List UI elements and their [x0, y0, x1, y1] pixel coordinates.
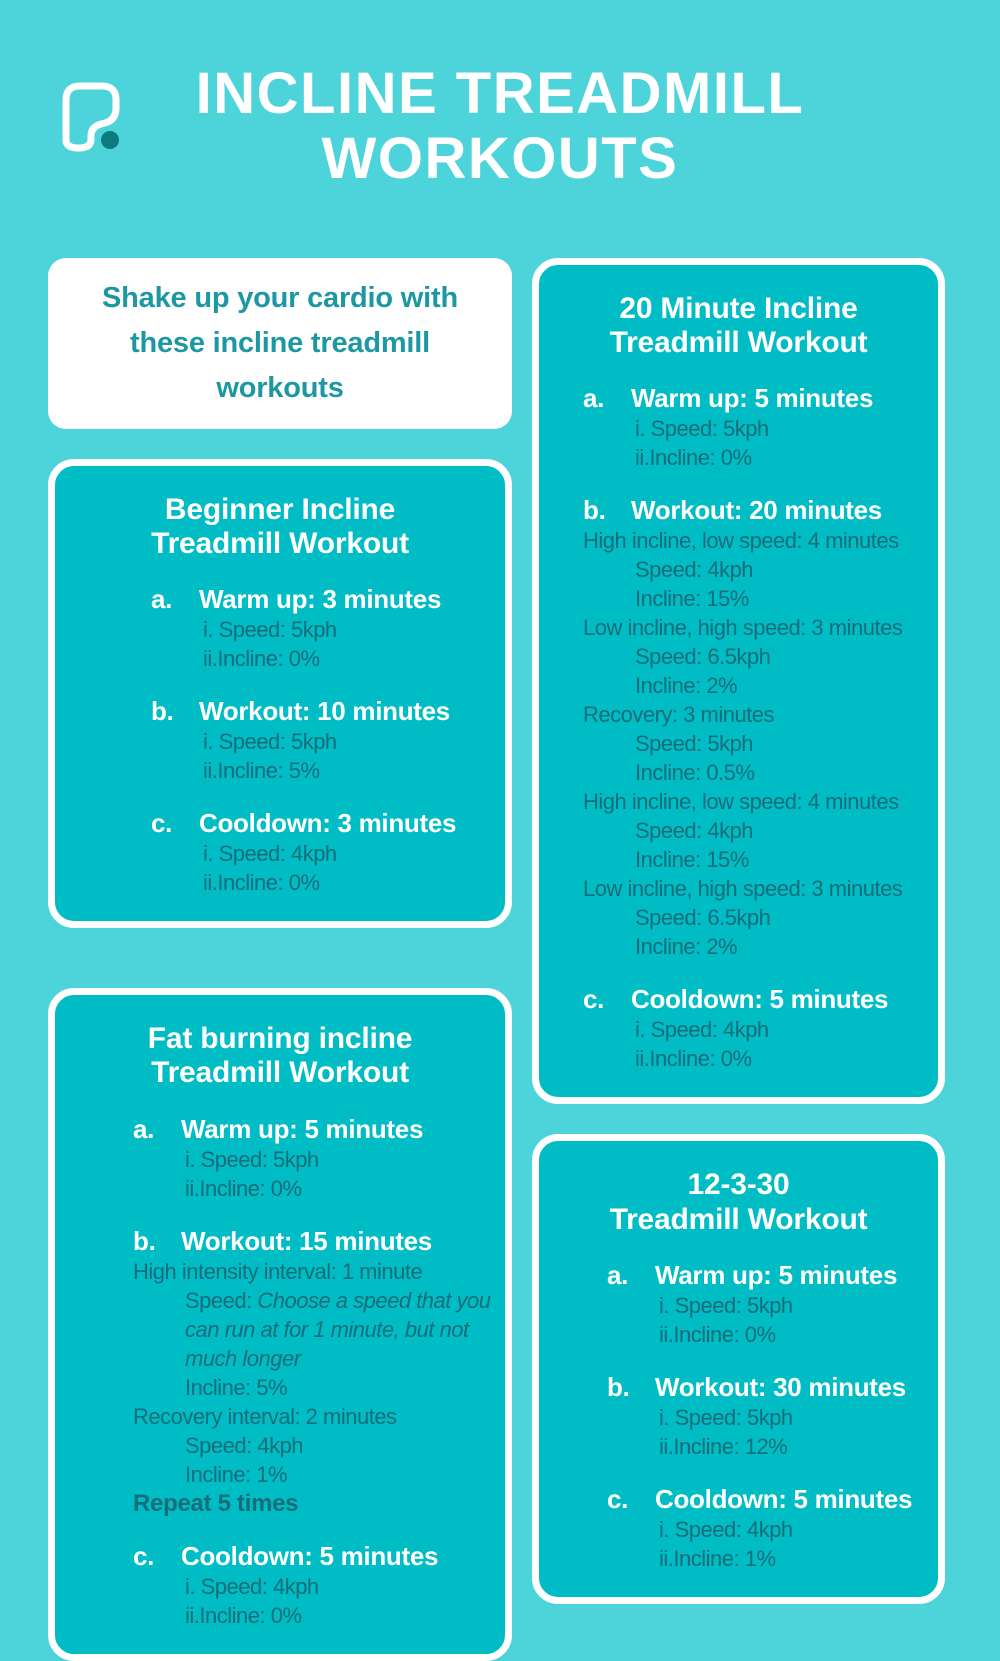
- section-letter: b.: [583, 495, 606, 526]
- section-heading: [583, 382, 928, 414]
- workout-card-twelve-three-thirty: [532, 1134, 945, 1603]
- section-lines: [151, 839, 495, 897]
- section-lines: [583, 526, 928, 961]
- section-heading: [607, 1483, 928, 1515]
- detail-line: Incline: 15%: [635, 847, 749, 873]
- section-letter: a.: [151, 584, 173, 615]
- section-letter: c.: [583, 984, 605, 1015]
- section-letter: c.: [133, 1540, 155, 1571]
- section-lines: [133, 1572, 495, 1630]
- detail-line: Incline: 2%: [635, 673, 738, 699]
- italic-note: Choose a speed that you can run at for 1 minute, but not much longer: [185, 1287, 491, 1371]
- detail-line: Recovery interval: 2 minutes: [133, 1403, 397, 1429]
- content-columns: [0, 258, 1000, 1661]
- section-lines: [583, 414, 928, 472]
- page-title: [0, 62, 1000, 192]
- section-heading-text: Workout: 30 minutes: [655, 1371, 906, 1402]
- detail-line: Incline: 2%: [635, 934, 738, 960]
- section-heading-text: Cooldown: 5 minutes: [181, 1540, 439, 1571]
- workout-section: [607, 1259, 928, 1349]
- workout-card-twenty-minute: [532, 258, 945, 1104]
- workout-section: [607, 1371, 928, 1461]
- detail-line: High intensity interval: 1 minute: [133, 1258, 423, 1284]
- section-letter: a.: [583, 383, 605, 414]
- intro-card: [48, 258, 512, 429]
- page-title-line-1: INCLINE TREADMILL: [195, 61, 805, 126]
- section-letter: c.: [151, 808, 173, 839]
- section-lines: [607, 1403, 928, 1461]
- detail-line: i. Speed: 5kph: [203, 729, 337, 755]
- header: [0, 0, 1000, 212]
- workout-title-line: Treadmill Workout: [151, 527, 409, 560]
- section-heading-text: Workout: 15 minutes: [181, 1225, 432, 1256]
- section-heading-text: Warm up: 3 minutes: [199, 584, 442, 615]
- section-lines: [151, 615, 495, 673]
- detail-line: ii.Incline: 1%: [659, 1545, 776, 1571]
- workout-title-line: Treadmill Workout: [609, 1202, 868, 1236]
- section-heading-text: Workout: 20 minutes: [631, 495, 882, 526]
- section-heading-text: Cooldown: 3 minutes: [199, 808, 457, 839]
- detail-line: [185, 1286, 495, 1373]
- detail-line: Speed: 4kph: [185, 1432, 304, 1458]
- section-heading: [133, 1540, 495, 1572]
- workout-title-line: Treadmill Workout: [151, 1056, 409, 1090]
- section-lines: [583, 1015, 928, 1073]
- detail-line: ii.Incline: 0%: [185, 1602, 302, 1628]
- section-heading: [151, 583, 495, 615]
- detail-line: Speed: 5kph: [635, 731, 754, 757]
- section-heading-text: Cooldown: 5 minutes: [631, 984, 889, 1015]
- left-column: [48, 258, 512, 1661]
- section-letter: c.: [607, 1483, 629, 1514]
- detail-line: Speed: 4kph: [635, 557, 754, 583]
- section-heading-text: Warm up: 5 minutes: [181, 1113, 424, 1144]
- detail-line: ii.Incline: 12%: [659, 1433, 788, 1459]
- detail-line: i. Speed: 5kph: [203, 617, 337, 643]
- section-lines: [133, 1145, 495, 1203]
- detail-line: Low incline, high speed: 3 minutes: [583, 615, 903, 641]
- detail-line: Speed: 6.5kph: [635, 644, 771, 670]
- section-heading-text: Workout: 10 minutes: [199, 696, 450, 727]
- detail-line: i. Speed: 5kph: [659, 1292, 793, 1318]
- workout-section: [607, 1483, 928, 1573]
- section-heading: [133, 1225, 495, 1257]
- workout-card-beginner: [48, 459, 512, 928]
- detail-line: Incline: 0.5%: [635, 760, 755, 786]
- detail-line: High incline, low speed: 4 minutes: [583, 528, 899, 554]
- section-lines: [133, 1257, 495, 1518]
- page-title-line-2: WORKOUTS: [321, 125, 679, 191]
- right-column: [532, 258, 945, 1661]
- section-letter: b.: [607, 1371, 630, 1402]
- detail-line: i. Speed: 4kph: [635, 1017, 769, 1043]
- detail-line: i. Speed: 5kph: [185, 1146, 319, 1172]
- workout-sections: [539, 1259, 938, 1597]
- detail-line: i. Speed: 5kph: [635, 416, 769, 442]
- section-heading: [151, 807, 495, 839]
- section-heading: [607, 1371, 928, 1403]
- workout-sections: [539, 382, 938, 1097]
- detail-line: i. Speed: 4kph: [203, 841, 337, 867]
- workout-card-title: [539, 292, 938, 360]
- detail-line: ii.Incline: 0%: [635, 1046, 752, 1072]
- detail-line: i. Speed: 5kph: [659, 1404, 793, 1430]
- detail-line: ii.Incline: 5%: [203, 758, 320, 784]
- section-letter: a.: [607, 1259, 629, 1290]
- workout-card-title: [55, 1022, 505, 1090]
- detail-line: Low incline, high speed: 3 minutes: [583, 876, 903, 902]
- detail-line: ii.Incline: 0%: [203, 646, 320, 672]
- section-letter: b.: [151, 696, 174, 727]
- workout-section: [583, 983, 928, 1073]
- workout-section: [133, 1113, 495, 1203]
- workout-section: [151, 583, 495, 673]
- section-heading: [133, 1113, 495, 1145]
- section-lines: [607, 1515, 928, 1573]
- workout-card-title: [55, 493, 505, 561]
- workout-section: [583, 382, 928, 472]
- workout-title-line: 12-3-30: [687, 1168, 790, 1202]
- detail-line: Repeat 5 times: [133, 1489, 299, 1517]
- detail-line: Incline: 5%: [185, 1374, 288, 1400]
- workout-title-line: Fat burning incline: [147, 1022, 413, 1056]
- detail-line: i. Speed: 4kph: [659, 1516, 793, 1542]
- workout-title-line: Treadmill Workout: [609, 326, 868, 360]
- section-heading-text: Warm up: 5 minutes: [631, 383, 874, 414]
- detail-line: i. Speed: 4kph: [185, 1573, 319, 1599]
- workout-section: [151, 695, 495, 785]
- detail-line: ii.Incline: 0%: [659, 1321, 776, 1347]
- detail-line: High incline, low speed: 4 minutes: [583, 789, 899, 815]
- section-letter: a.: [133, 1113, 155, 1144]
- detail-line: Recovery: 3 minutes: [583, 702, 775, 728]
- section-heading: [583, 983, 928, 1015]
- workout-card-fat-burning: [48, 988, 512, 1660]
- workout-sections: [55, 583, 505, 921]
- note: Speed:: [185, 1287, 258, 1313]
- workout-title-line: Beginner Incline: [164, 492, 396, 526]
- section-letter: b.: [133, 1225, 156, 1256]
- workout-section: [583, 494, 928, 961]
- workout-sections: [55, 1113, 505, 1654]
- detail-line: ii.Incline: 0%: [635, 445, 752, 471]
- section-heading-text: Warm up: 5 minutes: [655, 1259, 898, 1290]
- workout-section: [133, 1540, 495, 1630]
- intro-text: Shake up your cardio with these incline treadmill workouts: [102, 282, 458, 404]
- section-heading: [607, 1259, 928, 1291]
- workout-title-line: 20 Minute Incline: [619, 292, 858, 325]
- detail-line: Speed: 4kph: [635, 818, 754, 844]
- workout-section: [133, 1225, 495, 1518]
- detail-line: ii.Incline: 0%: [185, 1175, 302, 1201]
- section-heading: [151, 695, 495, 727]
- detail-line: ii.Incline: 0%: [203, 870, 320, 896]
- detail-line: Incline: 1%: [185, 1461, 288, 1487]
- detail-line: Incline: 15%: [635, 586, 749, 612]
- section-heading-text: Cooldown: 5 minutes: [655, 1483, 913, 1514]
- workout-section: [151, 807, 495, 897]
- section-heading: [583, 494, 928, 526]
- workout-card-title: [539, 1168, 938, 1236]
- section-lines: [151, 727, 495, 785]
- detail-line: Speed: 6.5kph: [635, 905, 771, 931]
- section-lines: [607, 1291, 928, 1349]
